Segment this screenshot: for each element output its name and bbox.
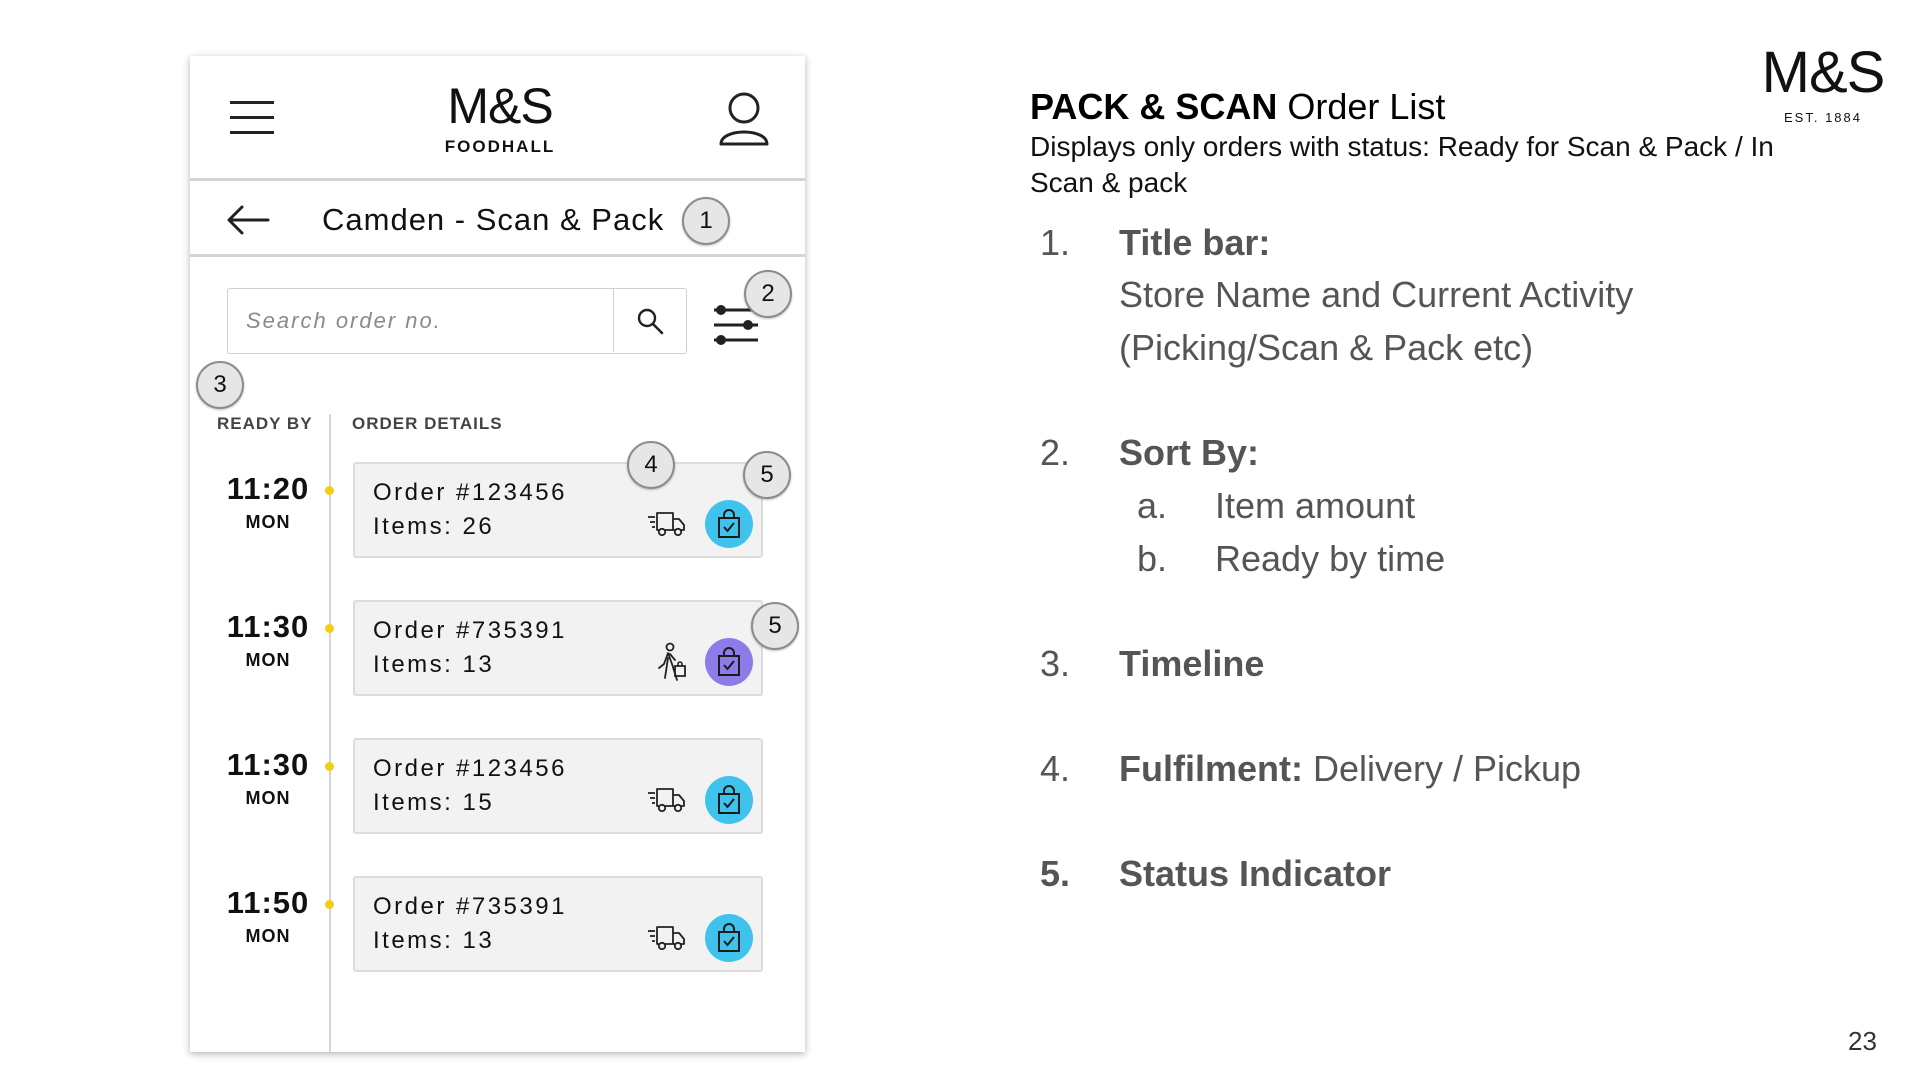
search-button[interactable] xyxy=(613,289,686,352)
corner-logo-mark: M&S xyxy=(1761,40,1885,105)
ready-time-day: MON xyxy=(245,650,291,670)
callout-marker: 2 xyxy=(744,270,792,318)
list-item-bold: Fulfilment: xyxy=(1119,748,1303,789)
app-header xyxy=(190,56,805,181)
order-card[interactable] xyxy=(353,876,763,972)
sub-item-letter: a. xyxy=(1137,485,1168,526)
sub-item-letter: b. xyxy=(1137,538,1168,579)
brand-logo-text: M&S xyxy=(447,78,553,134)
order-card[interactable] xyxy=(353,462,763,558)
slide-subtitle: Displays only orders with status: Ready for Scan & Pack / In Scan & pack xyxy=(1030,131,1774,198)
order-card[interactable] xyxy=(353,738,763,834)
timeline-dot xyxy=(325,762,334,771)
order-number: Order #123456 xyxy=(373,479,567,506)
delivery-truck-icon xyxy=(647,784,687,814)
pickup-person-icon xyxy=(653,642,687,682)
ready-time xyxy=(220,473,316,533)
sub-item-text: Ready by time xyxy=(1215,538,1446,579)
callout-marker: 5 xyxy=(751,602,799,650)
back-arrow-icon[interactable] xyxy=(226,204,270,236)
column-header-order-details: ORDER DETAILS xyxy=(352,414,503,433)
list-item-label xyxy=(1119,222,1270,264)
order-number: Order #123456 xyxy=(373,755,567,782)
column-header-ready-by: READY BY xyxy=(217,414,313,433)
ready-time-value: 11:30 xyxy=(226,747,310,782)
ready-time-day: MON xyxy=(245,788,291,808)
order-items-count: Items: 13 xyxy=(373,927,495,954)
list-item-line: (Picking/Scan & Pack etc) xyxy=(1119,327,1534,368)
list-item-label xyxy=(1119,853,1391,895)
shopping-bag-icon xyxy=(716,647,742,677)
order-items-count: Items: 26 xyxy=(373,513,495,540)
page-number: 23 xyxy=(1848,1026,1877,1056)
slide-title xyxy=(1030,86,1445,128)
order-card[interactable] xyxy=(353,600,763,696)
search-bar xyxy=(227,288,687,354)
callout-marker: 5 xyxy=(743,451,791,499)
ready-time-day: MON xyxy=(245,512,291,532)
ready-time-value: 11:30 xyxy=(226,609,310,644)
slide-title-bold: PACK & SCAN xyxy=(1030,86,1278,127)
search-icon xyxy=(636,307,664,335)
brand-subtitle: FOODHALL xyxy=(444,137,556,156)
timeline-line xyxy=(329,414,331,1052)
list-item-bold: Timeline xyxy=(1119,643,1265,684)
status-indicator xyxy=(705,500,753,548)
delivery-truck-icon xyxy=(647,508,687,538)
list-number: 4. xyxy=(1040,748,1071,789)
order-number: Order #735391 xyxy=(373,617,567,644)
list-number: 3. xyxy=(1040,643,1071,684)
status-indicator xyxy=(705,914,753,962)
list-number: 2. xyxy=(1040,432,1071,473)
list-item-label xyxy=(1119,748,1581,790)
order-number: Order #735391 xyxy=(373,893,567,920)
timeline-dot xyxy=(325,900,334,909)
callout-marker: 4 xyxy=(627,441,675,489)
hamburger-menu-icon[interactable] xyxy=(230,101,274,135)
list-item-bold: Title bar: xyxy=(1119,222,1271,263)
list-item-bold: Sort By: xyxy=(1119,432,1260,473)
callout-marker: 1 xyxy=(682,197,730,245)
slide-title-rest: Order List xyxy=(1277,86,1446,127)
list-item-bold: Status Indicator xyxy=(1119,853,1392,894)
ready-time xyxy=(220,887,316,947)
search-input[interactable] xyxy=(228,289,613,352)
timeline-dot xyxy=(325,486,334,495)
user-account-icon[interactable] xyxy=(718,90,770,146)
list-item-label xyxy=(1119,643,1264,685)
order-items-count: Items: 13 xyxy=(373,651,495,678)
sub-item-text: Item amount xyxy=(1215,485,1416,526)
ready-time xyxy=(220,749,316,809)
shopping-bag-icon xyxy=(716,923,742,953)
shopping-bag-icon xyxy=(716,509,742,539)
status-indicator xyxy=(705,776,753,824)
list-number: 1. xyxy=(1040,222,1071,263)
corner-logo-est: EST. 1884 xyxy=(1784,110,1862,125)
ready-time-day: MON xyxy=(245,926,291,946)
screen-title: Camden - Scan & Pack xyxy=(322,202,665,237)
brand-logo xyxy=(400,78,600,157)
timeline-dot xyxy=(325,624,334,633)
list-number: 5. xyxy=(1040,853,1071,894)
corner-logo xyxy=(1756,40,1890,125)
list-item-rest: Delivery / Pickup xyxy=(1302,748,1582,789)
order-items-count: Items: 15 xyxy=(373,789,495,816)
delivery-truck-icon xyxy=(647,922,687,952)
list-item-label xyxy=(1119,432,1259,474)
ready-time-value: 11:20 xyxy=(226,471,310,506)
list-item-line: Store Name and Current Activity xyxy=(1119,274,1634,315)
shopping-bag-icon xyxy=(716,785,742,815)
callout-marker: 3 xyxy=(196,361,244,409)
ready-time xyxy=(220,611,316,671)
ready-time-value: 11:50 xyxy=(226,885,310,920)
status-indicator xyxy=(705,638,753,686)
